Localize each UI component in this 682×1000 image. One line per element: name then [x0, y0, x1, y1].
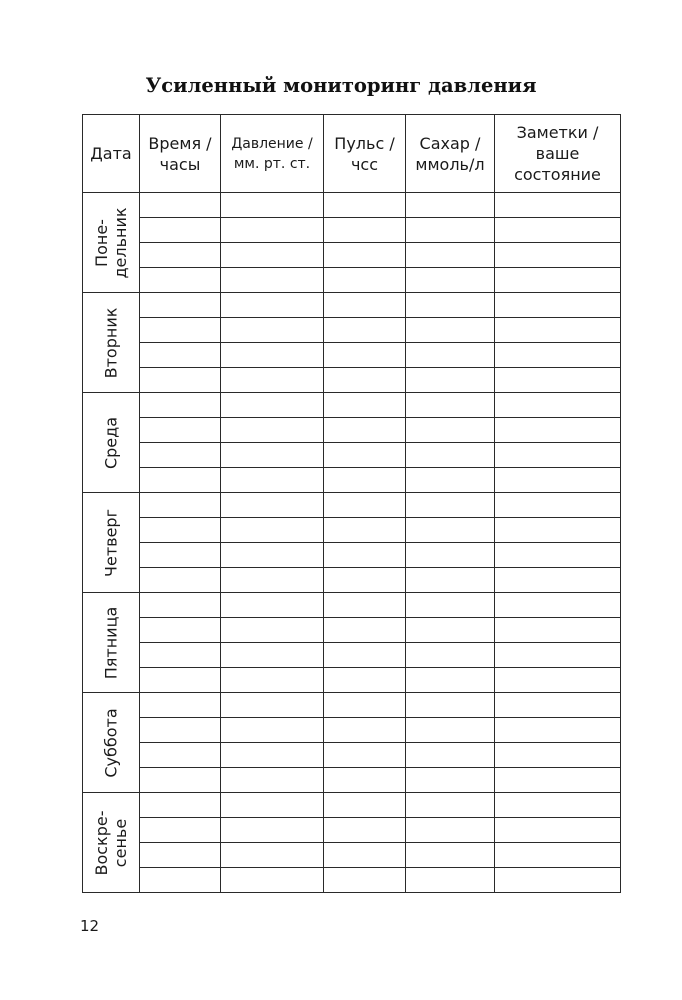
- pulse-cell[interactable]: [324, 543, 406, 568]
- pulse-cell[interactable]: [324, 318, 406, 343]
- sugar-cell[interactable]: [406, 318, 495, 343]
- notes-cell[interactable]: [495, 818, 621, 843]
- pressure-cell[interactable]: [221, 868, 324, 893]
- page-title: Усиленный мониторинг давления: [145, 74, 537, 97]
- table-row: [83, 393, 621, 418]
- table-row: [83, 668, 621, 693]
- header-pressure: Давление / мм. рт. ст.: [221, 115, 324, 193]
- pressure-cell[interactable]: [221, 793, 324, 818]
- sugar-cell[interactable]: [406, 468, 495, 493]
- time-cell[interactable]: [140, 268, 221, 293]
- sugar-cell[interactable]: [406, 818, 495, 843]
- pressure-cell[interactable]: [221, 768, 324, 793]
- pulse-cell[interactable]: [324, 843, 406, 868]
- pressure-cell[interactable]: [221, 518, 324, 543]
- notes-cell[interactable]: [495, 793, 621, 818]
- sugar-cell[interactable]: [406, 293, 495, 318]
- sugar-cell[interactable]: [406, 343, 495, 368]
- pulse-cell[interactable]: [324, 668, 406, 693]
- pressure-cell[interactable]: [221, 443, 324, 468]
- pressure-cell[interactable]: [221, 643, 324, 668]
- notes-cell[interactable]: [495, 668, 621, 693]
- sugar-cell[interactable]: [406, 868, 495, 893]
- time-cell[interactable]: [140, 518, 221, 543]
- table-row: [83, 543, 621, 568]
- sugar-cell[interactable]: [406, 793, 495, 818]
- pressure-cell[interactable]: [221, 818, 324, 843]
- sugar-cell[interactable]: [406, 643, 495, 668]
- sugar-cell[interactable]: [406, 743, 495, 768]
- notes-cell[interactable]: [495, 543, 621, 568]
- sugar-cell[interactable]: [406, 518, 495, 543]
- header-pulse: Пульс / чсс: [324, 115, 406, 193]
- table-row: [83, 493, 621, 518]
- pressure-log-table: [82, 114, 621, 893]
- table-row: [83, 743, 621, 768]
- table-row: [83, 868, 621, 893]
- notes-cell[interactable]: [495, 343, 621, 368]
- table-row: [83, 693, 621, 718]
- table-row: [83, 843, 621, 868]
- table-row: [83, 768, 621, 793]
- table-row: [83, 793, 621, 818]
- pulse-cell[interactable]: [324, 593, 406, 618]
- time-cell[interactable]: [140, 218, 221, 243]
- sugar-cell[interactable]: [406, 218, 495, 243]
- sugar-cell[interactable]: [406, 543, 495, 568]
- pulse-cell[interactable]: [324, 293, 406, 318]
- pulse-cell[interactable]: [324, 818, 406, 843]
- notes-cell[interactable]: [495, 593, 621, 618]
- notes-cell[interactable]: [495, 293, 621, 318]
- time-cell[interactable]: [140, 868, 221, 893]
- notes-cell[interactable]: [495, 268, 621, 293]
- table-row: [83, 818, 621, 843]
- pulse-cell[interactable]: [324, 743, 406, 768]
- time-cell[interactable]: [140, 368, 221, 393]
- pulse-cell[interactable]: [324, 718, 406, 743]
- pressure-cell[interactable]: [221, 718, 324, 743]
- notes-cell[interactable]: [495, 768, 621, 793]
- pulse-cell[interactable]: [324, 568, 406, 593]
- sugar-cell[interactable]: [406, 693, 495, 718]
- header-row: [83, 115, 621, 193]
- time-cell[interactable]: [140, 393, 221, 418]
- pressure-cell[interactable]: [221, 418, 324, 443]
- day-cell: [83, 193, 140, 293]
- day-label: Поне- дельник: [92, 206, 130, 279]
- pressure-cell[interactable]: [221, 618, 324, 643]
- table-row: [83, 618, 621, 643]
- table-row: [83, 518, 621, 543]
- time-cell[interactable]: [140, 193, 221, 218]
- notes-cell[interactable]: [495, 693, 621, 718]
- pressure-cell[interactable]: [221, 568, 324, 593]
- pressure-cell[interactable]: [221, 843, 324, 868]
- table-row: [83, 468, 621, 493]
- pulse-cell[interactable]: [324, 868, 406, 893]
- sugar-cell[interactable]: [406, 718, 495, 743]
- notes-cell[interactable]: [495, 518, 621, 543]
- sugar-cell[interactable]: [406, 768, 495, 793]
- pulse-cell[interactable]: [324, 643, 406, 668]
- notes-cell[interactable]: [495, 443, 621, 468]
- time-cell[interactable]: [140, 343, 221, 368]
- notes-cell[interactable]: [495, 843, 621, 868]
- pressure-cell[interactable]: [221, 493, 324, 518]
- pressure-cell[interactable]: [221, 318, 324, 343]
- pressure-cell[interactable]: [221, 243, 324, 268]
- table-row: [83, 268, 621, 293]
- pulse-cell[interactable]: [324, 368, 406, 393]
- time-cell[interactable]: [140, 243, 221, 268]
- day-cell: [83, 393, 140, 493]
- day-label: Пятница: [101, 606, 121, 679]
- notes-cell[interactable]: [495, 868, 621, 893]
- day-label: Четверг: [101, 508, 121, 577]
- header-notes: Заметки / ваше состояние: [495, 115, 621, 193]
- pulse-cell[interactable]: [324, 768, 406, 793]
- time-cell[interactable]: [140, 293, 221, 318]
- notes-cell[interactable]: [495, 393, 621, 418]
- pulse-cell[interactable]: [324, 618, 406, 643]
- pulse-cell[interactable]: [324, 343, 406, 368]
- pulse-cell[interactable]: [324, 493, 406, 518]
- pulse-cell[interactable]: [324, 793, 406, 818]
- table-row: [83, 218, 621, 243]
- header-time: Время / часы: [140, 115, 221, 193]
- time-cell[interactable]: [140, 493, 221, 518]
- notes-cell[interactable]: [495, 718, 621, 743]
- pressure-cell[interactable]: [221, 668, 324, 693]
- time-cell[interactable]: [140, 418, 221, 443]
- table-row: [83, 318, 621, 343]
- time-cell[interactable]: [140, 568, 221, 593]
- table-row: [83, 193, 621, 218]
- pulse-cell[interactable]: [324, 418, 406, 443]
- time-cell[interactable]: [140, 618, 221, 643]
- sugar-cell[interactable]: [406, 393, 495, 418]
- table-row: [83, 343, 621, 368]
- day-cell: [83, 793, 140, 893]
- time-cell[interactable]: [140, 743, 221, 768]
- notes-cell[interactable]: [495, 468, 621, 493]
- day-label: Среда: [101, 416, 121, 469]
- pulse-cell[interactable]: [324, 193, 406, 218]
- day-label: Суббота: [101, 707, 121, 778]
- sugar-cell[interactable]: [406, 193, 495, 218]
- pulse-cell[interactable]: [324, 393, 406, 418]
- day-cell: [83, 493, 140, 593]
- header-sugar: Сахар / ммоль/л: [406, 115, 495, 193]
- pulse-cell[interactable]: [324, 243, 406, 268]
- time-cell[interactable]: [140, 818, 221, 843]
- time-cell[interactable]: [140, 593, 221, 618]
- sugar-cell[interactable]: [406, 568, 495, 593]
- table-row: [83, 568, 621, 593]
- table-row: [83, 243, 621, 268]
- time-cell[interactable]: [140, 468, 221, 493]
- time-cell[interactable]: [140, 443, 221, 468]
- header-date: Дата: [83, 115, 140, 193]
- table-row: [83, 368, 621, 393]
- pressure-cell[interactable]: [221, 743, 324, 768]
- table-row: [83, 443, 621, 468]
- time-cell[interactable]: [140, 843, 221, 868]
- time-cell[interactable]: [140, 793, 221, 818]
- notes-cell[interactable]: [495, 368, 621, 393]
- page-number: 12: [80, 917, 100, 935]
- pulse-cell[interactable]: [324, 468, 406, 493]
- pressure-cell[interactable]: [221, 393, 324, 418]
- time-cell[interactable]: [140, 643, 221, 668]
- time-cell[interactable]: [140, 768, 221, 793]
- pressure-cell[interactable]: [221, 268, 324, 293]
- time-cell[interactable]: [140, 543, 221, 568]
- pulse-cell[interactable]: [324, 443, 406, 468]
- pressure-cell[interactable]: [221, 693, 324, 718]
- day-label: Воскре- сенье: [92, 810, 130, 875]
- sugar-cell[interactable]: [406, 243, 495, 268]
- day-cell: [83, 593, 140, 693]
- notes-cell[interactable]: [495, 318, 621, 343]
- pulse-cell[interactable]: [324, 518, 406, 543]
- pressure-cell[interactable]: [221, 218, 324, 243]
- time-cell[interactable]: [140, 668, 221, 693]
- table-row: [83, 418, 621, 443]
- pressure-cell[interactable]: [221, 368, 324, 393]
- pulse-cell[interactable]: [324, 693, 406, 718]
- sugar-cell[interactable]: [406, 418, 495, 443]
- time-cell[interactable]: [140, 693, 221, 718]
- time-cell[interactable]: [140, 318, 221, 343]
- notes-cell[interactable]: [495, 643, 621, 668]
- table-row: [83, 718, 621, 743]
- pulse-cell[interactable]: [324, 268, 406, 293]
- sugar-cell[interactable]: [406, 493, 495, 518]
- sugar-cell[interactable]: [406, 268, 495, 293]
- table-row: [83, 293, 621, 318]
- pressure-cell[interactable]: [221, 593, 324, 618]
- day-cell: [83, 693, 140, 793]
- notes-cell[interactable]: [495, 193, 621, 218]
- sugar-cell[interactable]: [406, 593, 495, 618]
- sugar-cell[interactable]: [406, 668, 495, 693]
- sugar-cell[interactable]: [406, 443, 495, 468]
- table-row: [83, 593, 621, 618]
- pressure-cell[interactable]: [221, 193, 324, 218]
- notes-cell[interactable]: [495, 243, 621, 268]
- day-cell: [83, 293, 140, 393]
- notes-cell[interactable]: [495, 418, 621, 443]
- sugar-cell[interactable]: [406, 618, 495, 643]
- pressure-cell[interactable]: [221, 343, 324, 368]
- pressure-cell[interactable]: [221, 468, 324, 493]
- time-cell[interactable]: [140, 718, 221, 743]
- notes-cell[interactable]: [495, 493, 621, 518]
- notes-cell[interactable]: [495, 618, 621, 643]
- notes-cell[interactable]: [495, 743, 621, 768]
- notes-cell[interactable]: [495, 568, 621, 593]
- pulse-cell[interactable]: [324, 218, 406, 243]
- day-label: Вторник: [101, 307, 121, 378]
- sugar-cell[interactable]: [406, 368, 495, 393]
- sugar-cell[interactable]: [406, 843, 495, 868]
- table-row: [83, 643, 621, 668]
- notes-cell[interactable]: [495, 218, 621, 243]
- pressure-cell[interactable]: [221, 293, 324, 318]
- pressure-cell[interactable]: [221, 543, 324, 568]
